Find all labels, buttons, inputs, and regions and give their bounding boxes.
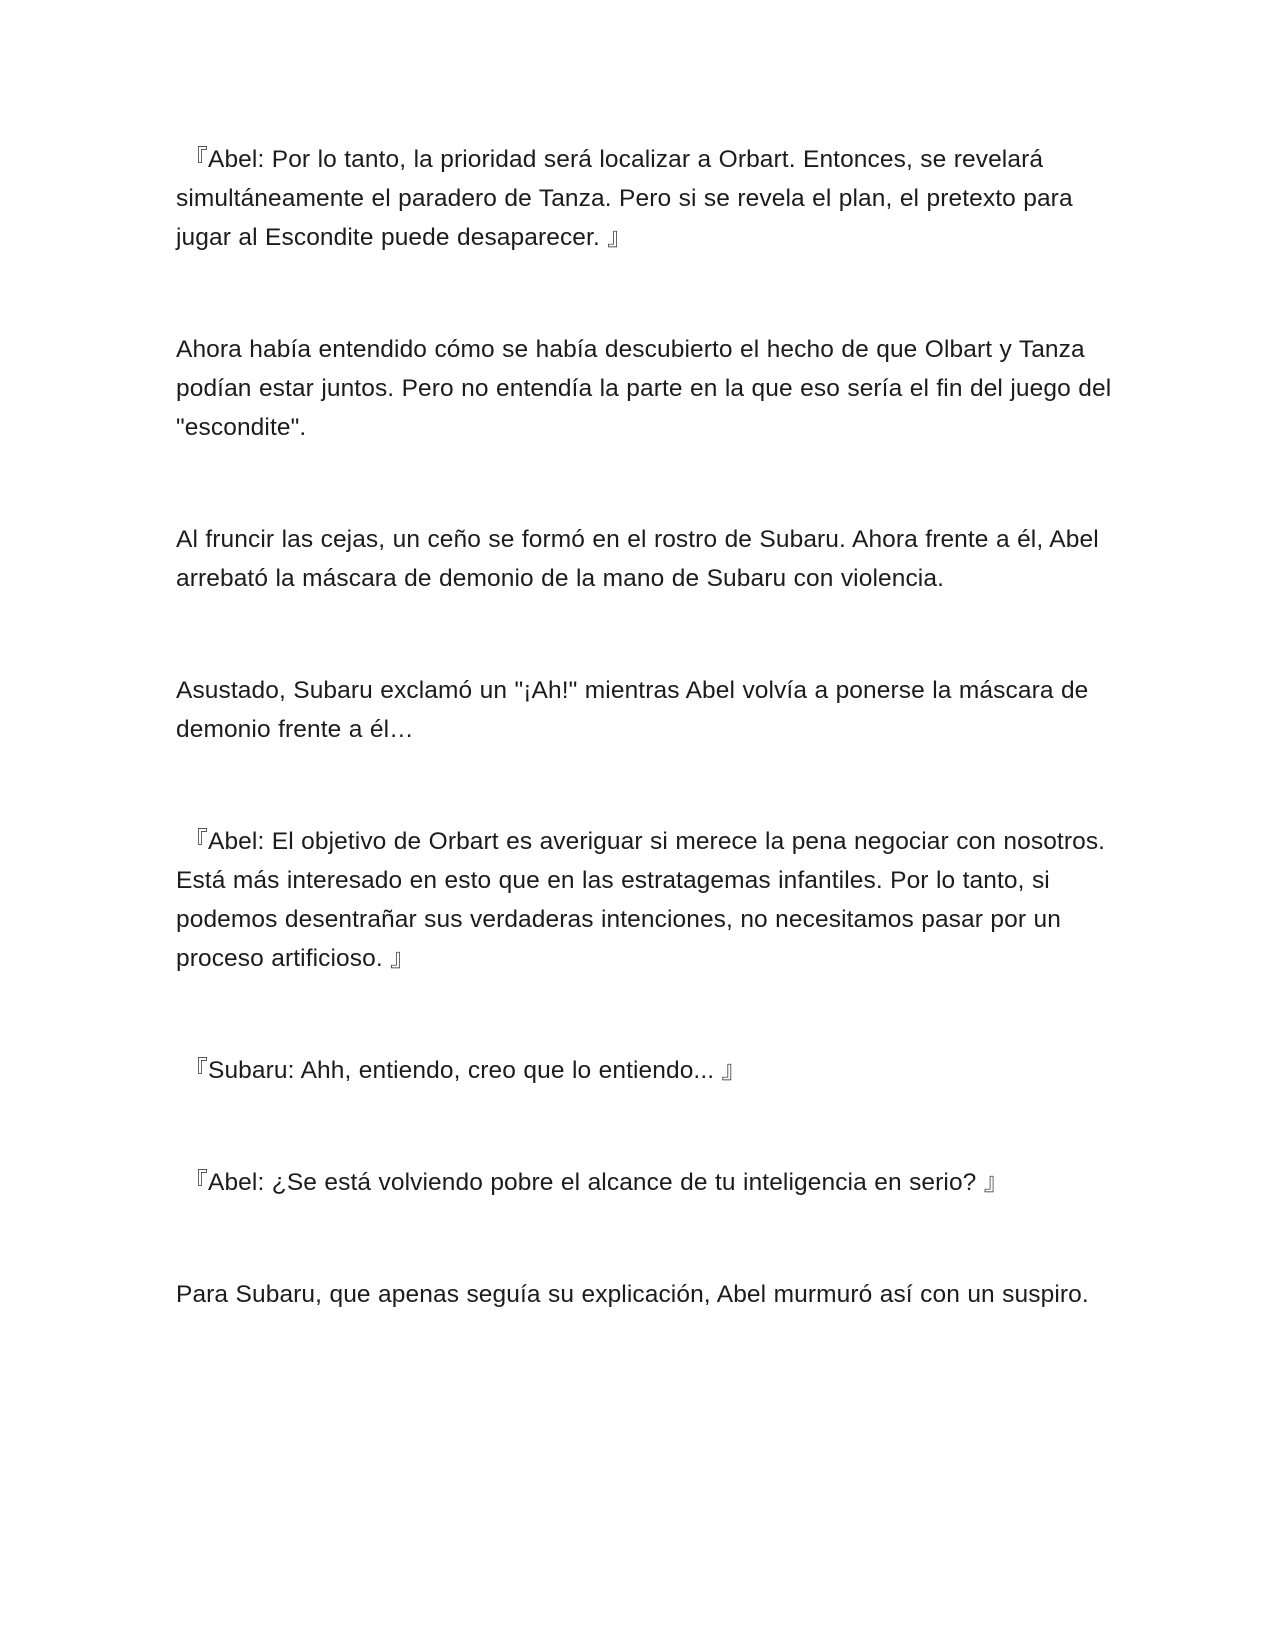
paragraph-abel-dialogue-1: 『Abel: Por lo tanto, la prioridad será localizar a Orbart. Entonces, se revelará simultáneamente el paradero de Tanza. Pero si se revela el plan, el pretexto para jugar al Escondite puede desaparecer. 』 bbox=[176, 146, 1073, 251]
paragraph-narration-1: Ahora había entendido cómo se había descubierto el hecho de que Olbart y Tanza podían estar juntos. Pero no entendía la parte en la que eso sería el fin del juego del "escondite". bbox=[176, 336, 1112, 441]
document-body bbox=[176, 140, 1116, 1314]
paragraph-abel-dialogue-2: 『Abel: El objetivo de Orbart es averiguar si merece la pena negociar con nosotros. Está más interesado en esto que en las estratagemas infantiles. Por lo tanto, si podemos desentrañar sus verdaderas intenciones, no necesitamos pasar por un proceso artificioso. 』 bbox=[176, 828, 1106, 972]
paragraph-subaru-dialogue: 『Subaru: Ahh, entiendo, creo que lo entiendo... 』 bbox=[176, 1057, 747, 1084]
paragraph-narration-3: Asustado, Subaru exclamó un "¡Ah!" mientras Abel volvía a ponerse la máscara de demonio frente a él… bbox=[176, 677, 1089, 743]
paragraph-abel-dialogue-3: 『Abel: ¿Se está volviendo pobre el alcance de tu inteligencia en serio? 』 bbox=[176, 1169, 1009, 1196]
paragraph-narration-4: Para Subaru, que apenas seguía su explicación, Abel murmuró así con un suspiro. bbox=[176, 1281, 1089, 1308]
paragraph-narration-2: Al fruncir las cejas, un ceño se formó en el rostro de Subaru. Ahora frente a él, Abel arrebató la máscara de demonio de la mano de Subaru con violencia. bbox=[176, 526, 1099, 592]
